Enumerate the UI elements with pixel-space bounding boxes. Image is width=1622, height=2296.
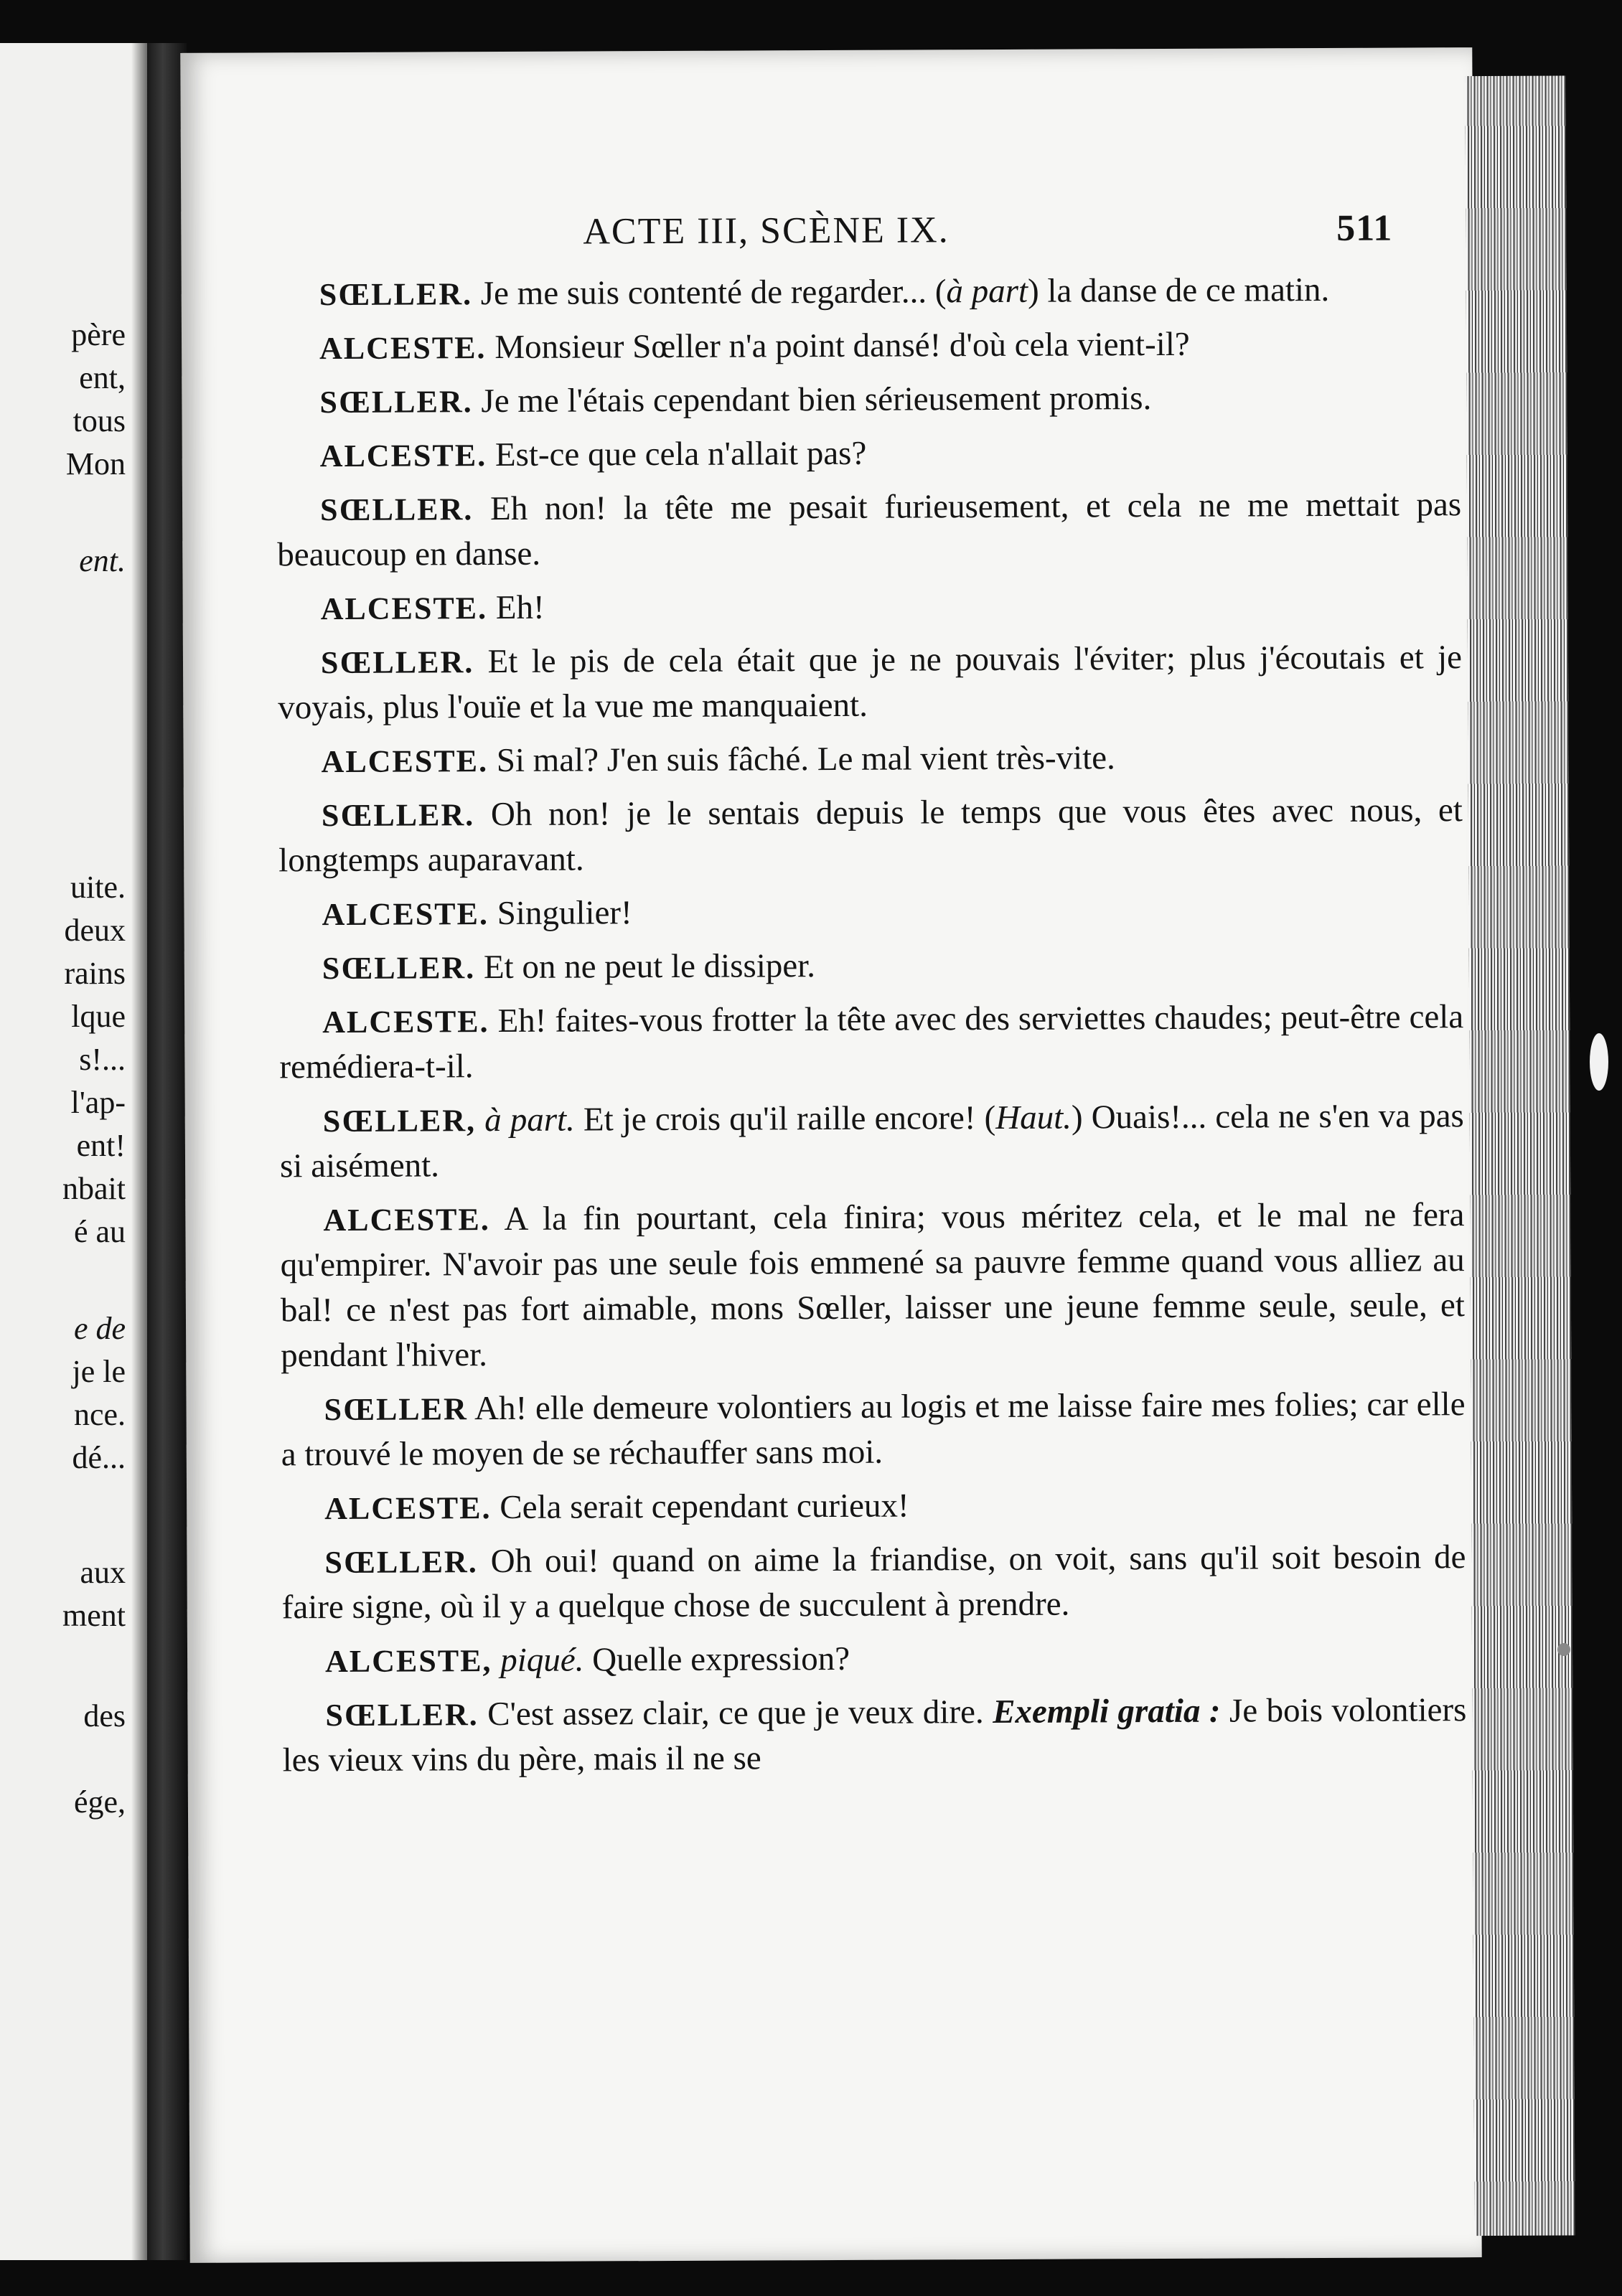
speech-text: Cela serait cependant curieux!: [491, 1487, 909, 1527]
page-fragment-text: tous: [72, 403, 126, 438]
stage-direction: piqué.: [492, 1641, 584, 1680]
page-fragment-text: uite.: [70, 870, 126, 905]
speaker-name: ALCESTE.: [322, 1004, 489, 1040]
speaker-name: ALCESTE.: [319, 330, 487, 367]
page-fragment-text: père: [71, 317, 126, 352]
speech-text: Eh!: [487, 588, 545, 627]
speech-text: Je bois volontiers les vieux vins du père, mais il ne se: [282, 1691, 1467, 1779]
page-fragment-text: nce.: [73, 1397, 126, 1432]
speech-text: C'est assez clair, ce que je veux dire.: [478, 1693, 993, 1733]
speaker-name: SŒLLER.: [324, 1544, 478, 1581]
speaker-name: SŒLLER: [324, 1391, 468, 1428]
speech: [281, 1382, 1466, 1477]
book-page: [180, 47, 1481, 2263]
speech: [277, 482, 1462, 578]
speech: [282, 1688, 1467, 1783]
page-fragment-text: s!...: [79, 1042, 126, 1077]
page-fragment-text: des: [83, 1698, 126, 1733]
speaker-name: ALCESTE,: [324, 1643, 492, 1680]
previous-page-fragment: [0, 43, 147, 2260]
speech-text: A la fin pourtant, cela finira; vous méritez cela, et le mal ne fera qu'empirer. N'avoir pas une seule fois emmené sa pauvre femme quand vous alliez au bal! ce n'est pas fort aimable, mons Sœller, laisser une jeune femme seule, seule, et pendant l'hiver.: [280, 1196, 1466, 1375]
page-fragment-text: ent.: [79, 543, 126, 578]
scan-speck: [1557, 1643, 1570, 1656]
speaker-name: SŒLLER.: [319, 491, 474, 528]
speech-text: ) Ouais!... cela ne s'en va pas si aisément.: [279, 1097, 1464, 1185]
speech: [276, 375, 1461, 425]
speech: [279, 994, 1464, 1090]
speaker-name: SŒLLER.: [319, 276, 473, 313]
speech-text: ) la danse de ce matin.: [1027, 270, 1330, 310]
page-fragment-text: je le: [72, 1354, 126, 1389]
speech: [276, 321, 1461, 371]
page-fragment-text: rains: [64, 956, 126, 991]
page-fragment-text: e de: [73, 1311, 126, 1346]
gutter-shadow: [131, 43, 147, 2260]
speech-text: Je me l'étais cependant bien sérieusement promis.: [472, 380, 1152, 420]
page-fragment-text: lque: [71, 999, 126, 1034]
speech-text: Je me suis contenté de regarder... (: [472, 273, 947, 313]
speech: [281, 1481, 1466, 1531]
speech-text: Ah! elle demeure volontiers au logis et me laisse faire mes folies; car elle a trouvé le moyen de se réchauffer sans moi.: [281, 1385, 1466, 1474]
speaker-name: ALCESTE.: [322, 896, 489, 933]
speech-text: Est-ce que cela n'allait pas?: [487, 434, 867, 474]
speech: [278, 887, 1463, 937]
page-fragment-text: ége,: [73, 1784, 126, 1820]
page-fragment-text: ent!: [76, 1128, 126, 1163]
page-fragment-text: aux: [80, 1555, 126, 1590]
speech: [278, 788, 1463, 883]
speaker-name: ALCESTE.: [324, 1490, 492, 1527]
speech-text: Eh non! la tête me pesait furieusement, et cela ne me mettait pas beaucoup en danse.: [277, 486, 1462, 574]
speaker-name: ALCESTE.: [323, 1202, 490, 1238]
book-spine: [147, 43, 187, 2260]
page-body: [276, 267, 1467, 1792]
speech-text: Oh non! je le sentais depuis le temps que vous êtes avec nous, et longtemps auparavant.: [278, 791, 1463, 880]
speech-text: Et le pis de cela était que je ne pouvais l'éviter; plus j'écoutais et je voyais, plus l'ouïe et la vue me manquaient.: [278, 639, 1463, 727]
speaker-name: ALCESTE.: [321, 743, 489, 780]
page-number: 511: [1336, 207, 1393, 249]
speech: [277, 428, 1461, 479]
speech: [278, 734, 1462, 784]
speech: [278, 635, 1463, 730]
page-header: [181, 207, 1473, 255]
speaker-name: SŒLLER.: [320, 644, 474, 681]
page-fragment-text: deux: [64, 913, 126, 948]
speech-text: Et on ne peut le dissiper.: [475, 947, 816, 987]
page-fragment-text: l'ap-: [70, 1085, 126, 1120]
running-head: ACTE III, SCÈNE IX.: [583, 210, 950, 253]
speech-text: Oh oui! quand on aime la friandise, on voit, sans qu'il soit besoin de faire signe, où il y a quelque chose de succulent à prendre.: [281, 1538, 1466, 1627]
speech: [279, 941, 1463, 991]
speaker-name: SŒLLER.: [319, 384, 473, 420]
page-fragment-text: é au: [73, 1214, 126, 1249]
speech-text: Singulier!: [488, 894, 632, 933]
page-fragment-text: Mon: [65, 446, 126, 481]
speech-text: Eh! faites-vous frotter la tête avec des serviettes chaudes; peut-être cela remédiera-t-il.: [279, 998, 1464, 1086]
speech: [278, 581, 1462, 631]
stage-direction: à part.: [475, 1101, 575, 1139]
speech-text: Si mal? J'en suis fâché. Le mal vient très-vite.: [487, 739, 1115, 780]
speaker-name: ALCESTE.: [319, 438, 487, 474]
speech-text: Et je crois qu'il raille encore! (: [574, 1098, 996, 1139]
scan-speck: [1590, 1033, 1608, 1091]
speaker-name: SŒLLER.: [322, 950, 476, 987]
speaker-name: SŒLLER,: [322, 1103, 477, 1139]
speech: [280, 1192, 1465, 1378]
stage-direction: à part: [946, 272, 1028, 311]
page-fragment-text: ent,: [79, 360, 126, 395]
speech: [282, 1634, 1466, 1684]
stage-direction: Haut.: [995, 1098, 1072, 1137]
speech: [276, 267, 1461, 317]
page-edges: [1465, 76, 1575, 2236]
speaker-name: SŒLLER.: [325, 1697, 479, 1733]
speech-text: Monsieur Sœller n'a point dansé! d'où cela vient-il?: [486, 325, 1190, 367]
speech-text: Quelle expression?: [583, 1639, 850, 1679]
speech: [281, 1535, 1466, 1630]
page-fragment-text: ment: [62, 1598, 126, 1633]
speaker-name: SŒLLER.: [321, 797, 475, 834]
page-fragment-text: dé...: [72, 1440, 126, 1475]
page-fragment-text: nbait: [62, 1171, 126, 1206]
speech: [280, 1093, 1465, 1189]
speaker-name: ALCESTE.: [320, 591, 488, 627]
latin-phrase: Exempli gratia :: [993, 1692, 1221, 1731]
